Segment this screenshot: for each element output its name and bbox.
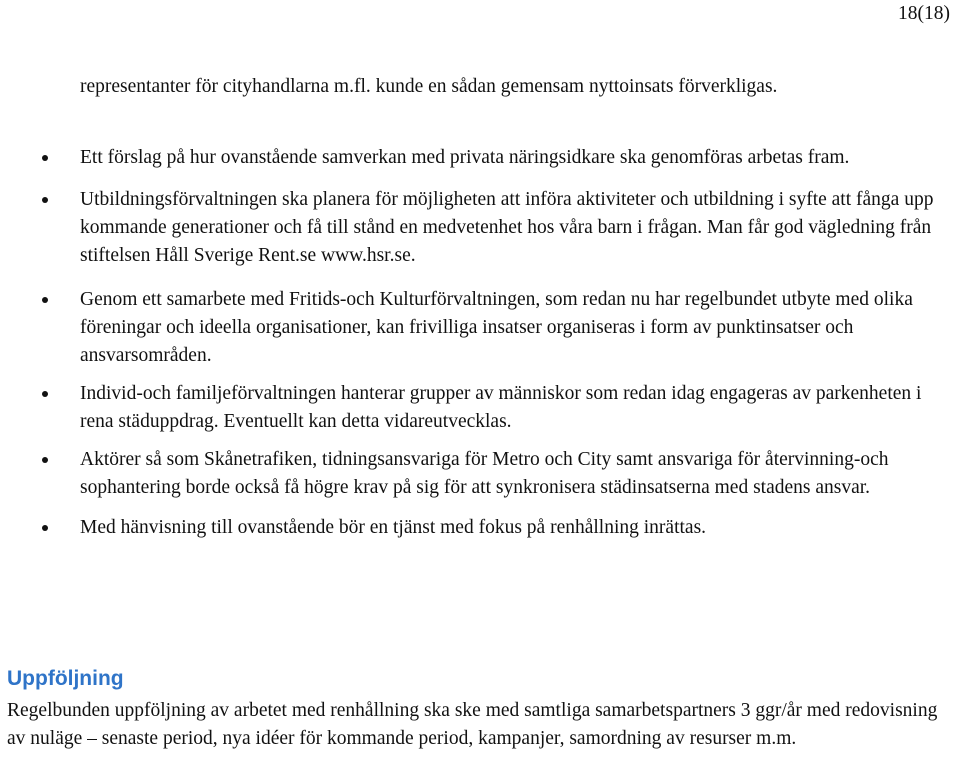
bullet-item <box>0 186 940 270</box>
bullet-text: Aktörer så som Skånetrafiken, tidningsansvariga för Metro och City samt ansvariga för återvinning-och sophantering borde också få högre krav på sig för att synkronisera städinsatserna med stadens ansvar. <box>80 449 889 498</box>
bullet-item <box>0 144 940 172</box>
page-number: 18(18) <box>898 3 950 24</box>
bullet-item <box>0 286 940 370</box>
bullet-dot-icon <box>42 197 48 203</box>
bullet-list <box>0 144 960 554</box>
continuation-paragraph: representanter för cityhandlarna m.fl. kunde en sådan gemensam nyttoinsats förverkligas. <box>80 76 778 97</box>
section-body: Regelbunden uppföljning av arbetet med renhållning ska ske med samtliga samarbetspartners 3 ggr/år med redovisning av nuläge – senaste period, nya idéer för kommande period, kampanjer, samordning av resurser m.m. <box>7 700 938 749</box>
bullet-dot-icon <box>42 155 48 161</box>
bullet-text: Utbildningsförvaltningen ska planera för möjligheten att införa aktiviteter och utbildning i syfte att fånga upp kommande generationer och få till stånd en medvetenhet hos våra barn i frågan. Man får god vägledning från stiftelsen Håll Sverige Rent.se www.hsr.se. <box>80 189 934 266</box>
bullet-text: Individ-och familjeförvaltningen hanterar grupper av människor som redan idag engageras av parkenheten i rena städuppdrag. Eventuellt kan detta vidareutvecklas. <box>80 383 922 432</box>
bullet-item <box>0 514 940 542</box>
section-heading: Uppföljning <box>7 667 124 690</box>
bullet-dot-icon <box>42 457 48 463</box>
bullet-text: Med hänvisning till ovanstående bör en tjänst med fokus på renhållning inrättas. <box>80 517 707 538</box>
bullet-dot-icon <box>42 391 48 397</box>
bullet-text: Ett förslag på hur ovanstående samverkan med privata näringsidkare ska genomföras arbetas fram. <box>80 147 850 168</box>
bullet-dot-icon <box>42 297 48 303</box>
bullet-item <box>0 446 940 502</box>
bullet-text: Genom ett samarbete med Fritids-och Kulturförvaltningen, som redan nu har regelbundet utbyte med olika föreningar och ideella organisationer, kan frivilliga insatser organiseras i form av punktinsatser och ansvarsområden. <box>80 289 913 366</box>
bullet-item <box>0 380 940 436</box>
bullet-dot-icon <box>42 525 48 531</box>
